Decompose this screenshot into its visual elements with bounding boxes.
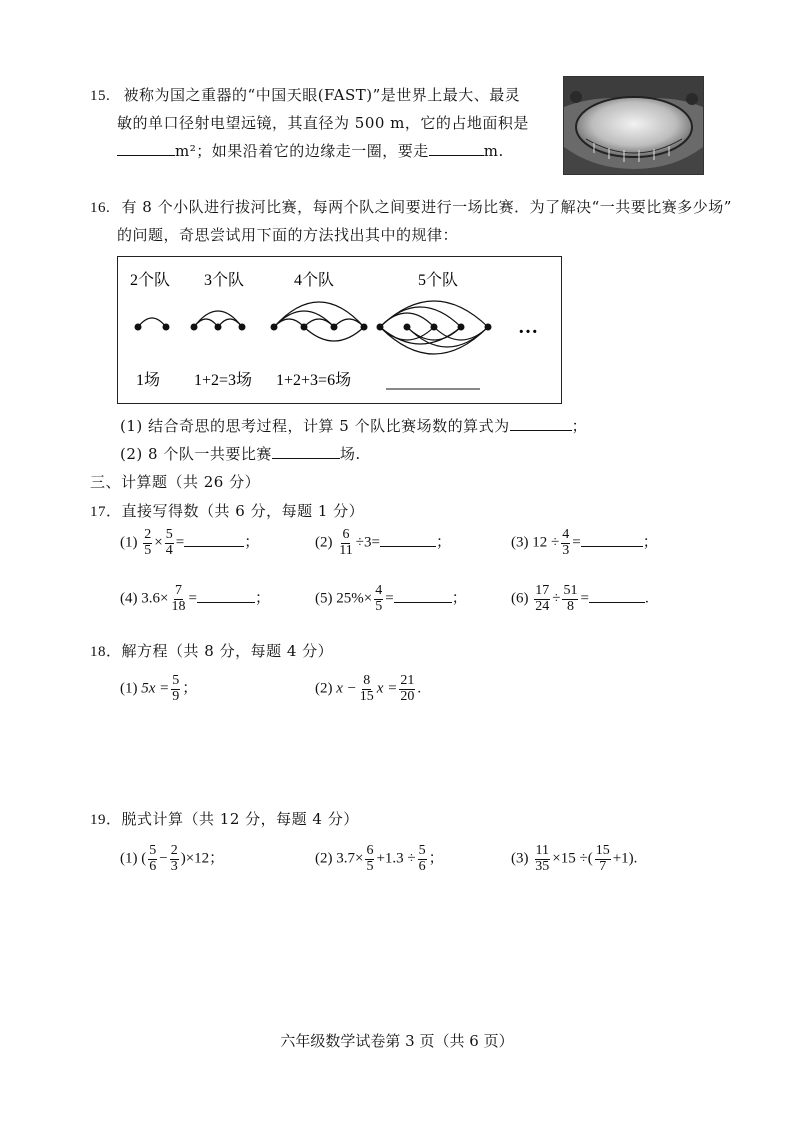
q16-sub2-end: 场. [339,445,361,463]
q15-blank-perimeter[interactable] [429,141,484,156]
q15-text3b: m. [483,142,504,160]
label-2-teams: 2个队 [130,272,171,289]
q18-number: 18． [90,644,122,660]
q16-number: 16. [90,200,111,216]
team-dot [163,324,170,331]
team-dot [135,324,142,331]
q15-line2: 敏的单口径射电望远镜，其直径为 500 m，它的占地面积是 [117,114,529,132]
q16-diagram [118,257,561,403]
q17-title: 直接写得数（共 6 分，每题 1 分） [121,502,365,520]
q16-sub1-text: (1) 结合奇思的思考过程，计算 5 个队比赛场数的算式为 [120,417,510,435]
q16-sub2-text: (2) 8 个队一共要比赛 [120,445,272,463]
answer-blank[interactable] [380,532,436,547]
q17-item1: (1) $\frac{2}{5}$ × $\frac{5}{4}$ = ； [120,527,260,558]
q17-item6: (6) $\frac{17}{24}$ ÷ $\frac{51}{8}$ = . [511,583,649,614]
ellipsis: … [518,316,538,338]
team-dot [331,324,338,331]
fraction: $\frac{5}{6}$ [149,843,157,874]
fraction: $\frac{2}{3}$ [170,843,178,874]
fraction: $\frac{4}{3}$ [562,527,570,558]
q15-line3 [117,140,504,161]
fraction: $\frac{15}{7}$ [595,843,610,874]
fraction: $\frac{51}{8}$ [563,583,578,614]
team-dot [239,324,246,331]
q16-sub1-end: ； [571,417,588,435]
answer-blank[interactable] [184,532,244,547]
team-dot [191,324,198,331]
page-footer: 六年级数学试卷第 3 页（共 6 页） [280,1032,514,1050]
answer-blank[interactable] [589,588,645,603]
fraction: $\frac{8}{15}$ [359,673,374,704]
fraction: $\frac{5}{6}$ [418,843,426,874]
team-dot [431,324,438,331]
fraction: $\frac{5}{4}$ [165,527,173,558]
q15-text1: 被称为国之重器的“中国天眼(FAST)”是世界上最大、最灵 [123,86,521,104]
result-3-teams: 1+2=3场 [194,372,253,389]
q16-sub1 [120,415,587,436]
q19-problem3: (3) $\frac{11}{35}$ ×15 ÷( $\frac{15}{7}$ +1). [511,843,638,874]
team-dot [404,324,411,331]
item-label: (6) [511,590,529,607]
fraction: $\frac{17}{24}$ [535,583,550,614]
item-label: (1) [120,534,138,551]
q15-text3a: m²；如果沿着它的边缘走一圈，要走 [175,142,429,160]
q19-problem1: (1) ( $\frac{5}{6}$ − $\frac{2}{3}$ )×12； [120,843,225,874]
q17-number: 17． [90,504,122,520]
q18-heading [90,640,333,661]
team-dot [458,324,465,331]
q17-item3: (3) 12 ÷ $\frac{4}{3}$ = ； [511,527,658,558]
team-dot [485,324,492,331]
team-dot [301,324,308,331]
q17-item2: (2) $\frac{6}{11}$ ÷3= ； [315,527,451,558]
q19-number: 19． [90,812,122,828]
result-2-teams: 1场 [136,372,161,389]
q17-item5: (5) 25%× $\frac{4}{5}$ = ； [315,583,467,614]
q19-heading [90,808,359,829]
q15-blank-area[interactable] [117,141,175,156]
graph-4-teams [274,302,364,341]
team-dot [271,324,278,331]
q16-line2: 的问题，奇思尝试用下面的方法找出其中的规律： [117,226,459,244]
q17-item4: (4) 3.6× $\frac{7}{18}$ = ； [120,583,270,614]
fraction: $\frac{6}{11}$ [339,527,353,558]
q18-title: 解方程（共 8 分，每题 4 分） [121,642,334,660]
fraction: $\frac{7}{18}$ [171,583,186,614]
q16-diagram-box [117,256,562,404]
label-5-teams: 5个队 [418,272,459,289]
team-dot [361,324,368,331]
q16-text1: 有 8 个小队进行拔河比赛，每两个队之间要进行一场比赛．为了解决“一共要比赛多少场” [121,198,732,216]
fraction: $\frac{6}{5}$ [366,843,374,874]
q15-number: 15. [90,88,111,104]
team-dot [215,324,222,331]
fraction: $\frac{2}{5}$ [144,527,152,558]
graph-2-teams [138,318,166,327]
q18-problem2: (2) x − $\frac{8}{15}$ x = $\frac{21}{20}$ . [315,673,422,704]
q19-title: 脱式计算（共 12 分，每题 4 分） [121,810,359,828]
answer-blank[interactable] [581,532,643,547]
q15-line1 [90,84,520,105]
fraction: $\frac{5}{9}$ [172,673,180,704]
item-label: (4) [120,590,138,607]
fraction: $\frac{4}{5}$ [375,583,383,614]
fast-telescope-photo [563,76,704,175]
q16-sub1-blank[interactable] [510,416,572,431]
item-label: (2) [315,534,333,551]
answer-blank[interactable] [394,588,452,603]
fraction: $\frac{21}{20}$ [400,673,415,704]
team-dot [377,324,384,331]
label-3-teams: 3个队 [204,272,245,289]
label-4-teams: 4个队 [294,272,335,289]
section-3-heading: 三、计算题（共 26 分） [90,473,261,491]
q16-line1 [90,196,732,217]
q19-problem2: (2) 3.7× $\frac{6}{5}$ +1.3 ÷ $\frac{5}{6}$ ； [315,843,444,874]
result-4-teams: 1+2+3=6场 [276,372,352,389]
q16-sub2-blank[interactable] [272,444,340,459]
q16-sub2 [120,443,361,464]
q17-heading [90,500,364,521]
item-label: (3) [511,534,529,551]
answer-blank[interactable] [197,588,255,603]
fraction: $\frac{11}{35}$ [535,843,550,874]
q18-problem1: (1) 5x = $\frac{5}{9}$ ； [120,673,198,704]
item-label: (5) [315,590,333,607]
